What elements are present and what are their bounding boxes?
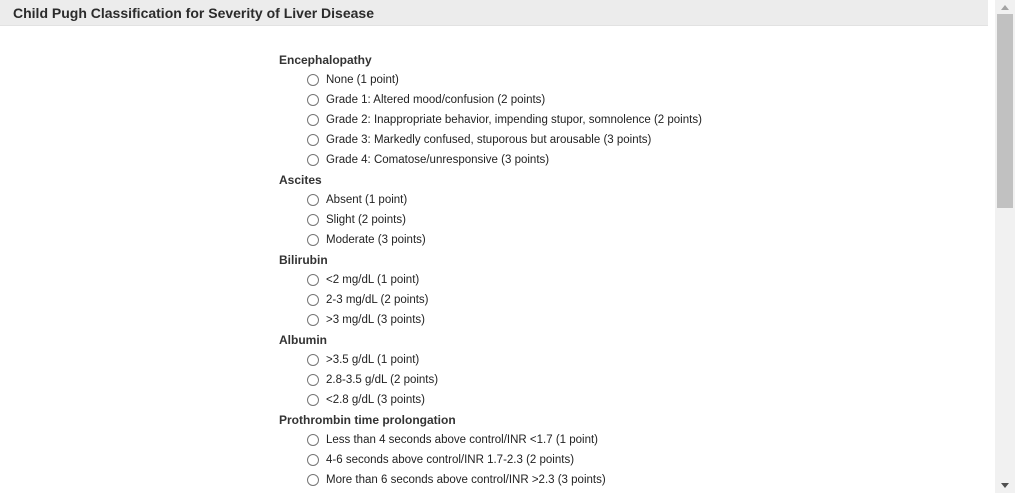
option-label: <2 mg/dL (1 point) [326,274,420,286]
radio-button[interactable] [307,114,319,126]
section-prothrombin [279,410,979,490]
section-ascites [279,170,979,250]
radio-button[interactable] [307,434,319,446]
option-label: Absent (1 point) [326,194,408,206]
section-encephalopathy [279,50,979,170]
chevron-up-icon [1001,5,1009,10]
option-ascites-absent[interactable] [279,190,979,210]
section-title: Bilirubin [279,253,328,267]
option-ascites-moderate[interactable] [279,230,979,250]
classification-form [279,50,979,490]
radio-button[interactable] [307,74,319,86]
option-encephalopathy-grade3[interactable] [279,130,979,150]
radio-button[interactable] [307,214,319,226]
option-label: 4-6 seconds above control/INR 1.7-2.3 (2 points) [326,454,575,466]
radio-button[interactable] [307,394,319,406]
radio-button[interactable] [307,354,319,366]
radio-button[interactable] [307,154,319,166]
option-label: Grade 1: Altered mood/confusion (2 points) [326,94,546,106]
option-label: 2-3 mg/dL (2 points) [326,294,429,306]
vertical-scrollbar[interactable] [995,0,1015,493]
option-label: Less than 4 seconds above control/INR <1.7 (1 point) [326,434,599,446]
radio-button[interactable] [307,314,319,326]
section-title: Albumin [279,333,327,347]
option-bilirubin-high[interactable] [279,310,979,330]
header-bar [0,0,988,26]
radio-button[interactable] [307,294,319,306]
option-label: Grade 3: Markedly confused, stuporous but arousable (3 points) [326,134,652,146]
radio-button[interactable] [307,374,319,386]
section-bilirubin [279,250,979,330]
section-title: Encephalopathy [279,53,372,67]
option-label: Grade 4: Comatose/unresponsive (3 points) [326,154,550,166]
option-bilirubin-mid[interactable] [279,290,979,310]
radio-button[interactable] [307,134,319,146]
page-title: Child Pugh Classification for Severity of Liver Disease [13,5,374,21]
option-label: Grade 2: Inappropriate behavior, impending stupor, somnolence (2 points) [326,114,702,126]
option-albumin-mid[interactable] [279,370,979,390]
option-encephalopathy-grade2[interactable] [279,110,979,130]
radio-button[interactable] [307,274,319,286]
scroll-down-button[interactable] [995,476,1015,493]
scrollbar-thumb[interactable] [997,14,1013,208]
option-label: <2.8 g/dL (3 points) [326,394,425,406]
section-title: Ascites [279,173,322,187]
option-encephalopathy-none[interactable] [279,70,979,90]
option-label: >3 mg/dL (3 points) [326,314,425,326]
option-ascites-slight[interactable] [279,210,979,230]
chevron-down-icon [1001,483,1009,488]
option-prothrombin-low[interactable] [279,430,979,450]
option-albumin-low[interactable] [279,390,979,410]
radio-button[interactable] [307,474,319,486]
option-albumin-high[interactable] [279,350,979,370]
option-label: None (1 point) [326,74,399,86]
radio-button[interactable] [307,454,319,466]
option-label: More than 6 seconds above control/INR >2.3 (3 points) [326,474,606,486]
radio-button[interactable] [307,234,319,246]
option-label: 2.8-3.5 g/dL (2 points) [326,374,439,386]
option-prothrombin-mid[interactable] [279,450,979,470]
option-label: Moderate (3 points) [326,234,426,246]
option-label: >3.5 g/dL (1 point) [326,354,420,366]
section-title: Prothrombin time prolongation [279,413,456,427]
radio-button[interactable] [307,94,319,106]
option-prothrombin-high[interactable] [279,470,979,490]
option-encephalopathy-grade4[interactable] [279,150,979,170]
option-label: Slight (2 points) [326,214,406,226]
section-albumin [279,330,979,410]
option-encephalopathy-grade1[interactable] [279,90,979,110]
option-bilirubin-low[interactable] [279,270,979,290]
radio-button[interactable] [307,194,319,206]
